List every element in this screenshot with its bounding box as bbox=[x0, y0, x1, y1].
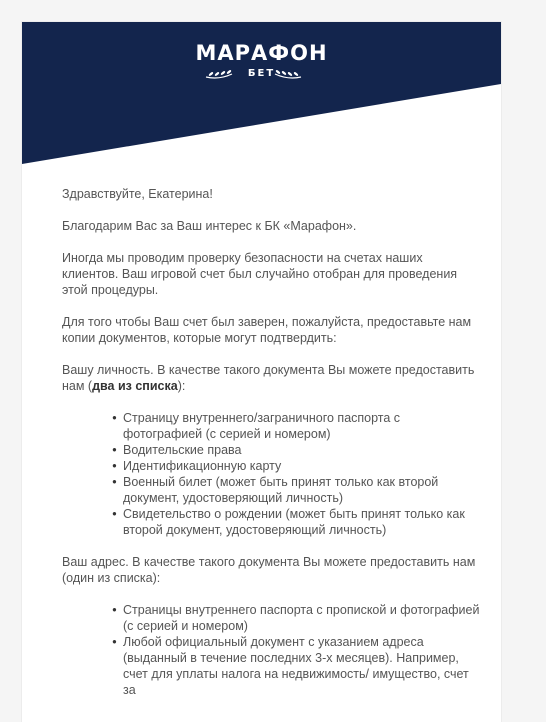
address-intro: Ваш адрес. В качестве такого документа Вы можете предоставить нам (один из списка): bbox=[62, 555, 476, 585]
email-body bbox=[22, 22, 501, 722]
list-item bbox=[106, 474, 482, 506]
list-item-text: Страницу внутреннего/заграничного паспорта с фотографией (с серией и номером) bbox=[123, 411, 401, 441]
bullet-icon: • bbox=[112, 459, 117, 473]
bullet-icon: • bbox=[112, 443, 117, 457]
identity-intro-text: Вашу личность. В качестве такого документа Вы можете предоставить нам ( bbox=[62, 363, 475, 393]
email-header bbox=[22, 22, 501, 167]
list-item-text: Любой официальный документ с указанием адреса (выданный в течение последних 3-х месяцев). Например, счет для уплаты налога на недвижимость/ имущество, счет за bbox=[123, 635, 469, 697]
laurel-left-icon bbox=[205, 69, 233, 80]
laurel-right-icon bbox=[274, 69, 302, 80]
brand-sub-row bbox=[22, 67, 501, 81]
bullet-icon: • bbox=[112, 635, 117, 649]
check-notice-text: Иногда мы проводим проверку безопасности на счетах наших клиентов. Ваш игровой счет был случайно отобран для проведения этой процедуры. bbox=[62, 251, 458, 297]
list-item-text: Свидетельство о рождении (может быть принят только как второй документ, удостоверяющий личность) bbox=[123, 507, 465, 537]
list-item-text: Военный билет (может быть принят только как второй документ, удостоверяющий личность) bbox=[123, 475, 439, 505]
address-list bbox=[62, 602, 482, 698]
brand-logo bbox=[22, 40, 501, 81]
list-item bbox=[106, 634, 482, 698]
list-item bbox=[106, 506, 482, 538]
email-content bbox=[62, 186, 482, 714]
list-item-text: Водительские права bbox=[123, 443, 242, 457]
bullet-icon: • bbox=[112, 475, 117, 489]
identity-emphasis: два из списка bbox=[92, 379, 178, 393]
brand-sub: БЕТ bbox=[247, 68, 276, 79]
bullet-icon: • bbox=[112, 603, 117, 617]
thanks-text: Благодарим Вас за Ваш интерес к БК «Марафон». bbox=[62, 219, 357, 233]
request-text: Для того чтобы Ваш счет был заверен, пожалуйста, предоставьте нам копии документов, которые могут подтвердить: bbox=[62, 315, 472, 345]
brand-name: МАРАФОН bbox=[195, 41, 328, 65]
list-item bbox=[106, 602, 482, 634]
identity-intro bbox=[62, 362, 482, 394]
list-item-text: Страницы внутреннего паспорта с пропиской и фотографией (с серией и номером) bbox=[123, 603, 480, 633]
bullet-icon: • bbox=[112, 507, 117, 521]
identity-outro: ): bbox=[177, 379, 186, 393]
identity-list bbox=[62, 410, 482, 538]
greeting: Здравствуйте, Екатерина! bbox=[62, 187, 213, 201]
list-item bbox=[106, 442, 482, 458]
list-item bbox=[106, 410, 482, 442]
list-item-text: Идентификационную карту bbox=[123, 459, 282, 473]
list-item bbox=[106, 458, 482, 474]
bullet-icon: • bbox=[112, 411, 117, 425]
